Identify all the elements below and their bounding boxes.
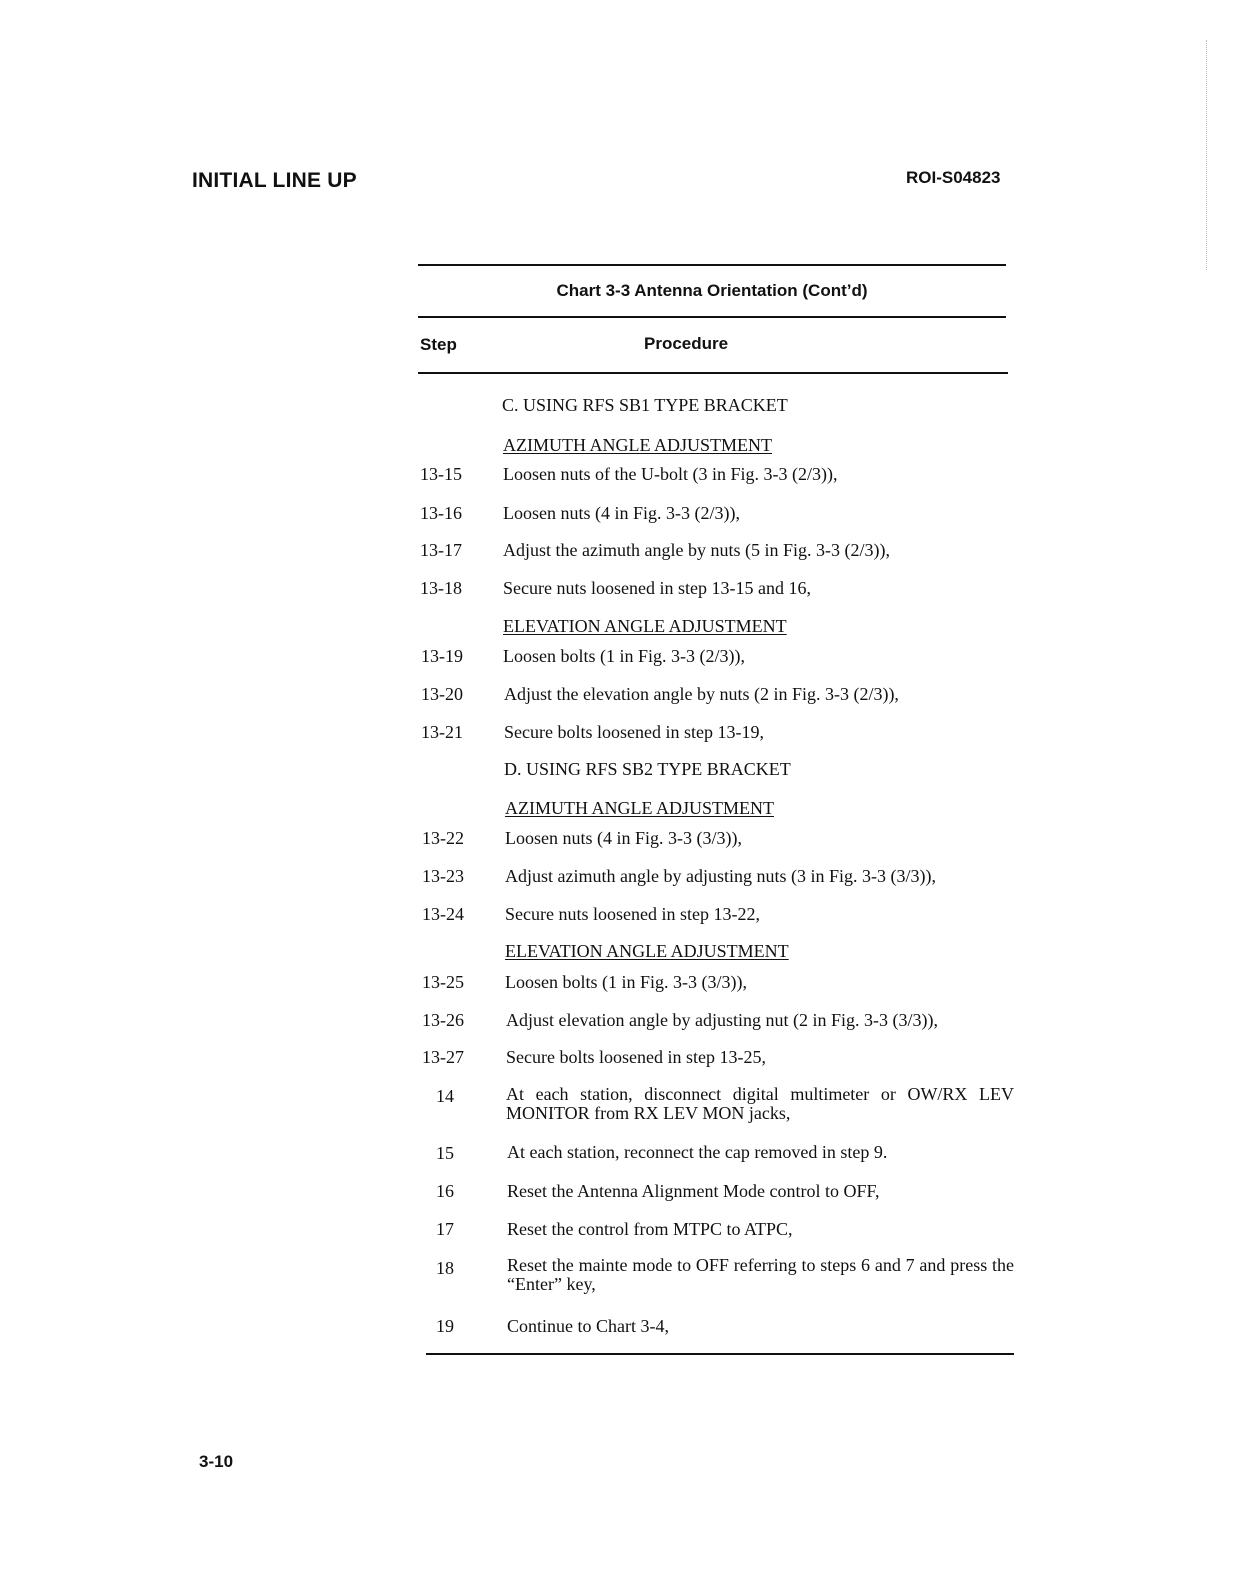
subheading: ELEVATION ANGLE ADJUSTMENT <box>505 941 789 961</box>
subheading: AZIMUTH ANGLE ADJUSTMENT <box>505 798 774 818</box>
step-text: Adjust the elevation angle by nuts (2 in Fig. 3-3 (2/3)), <box>504 684 899 704</box>
step-text: Reset the control from MTPC to ATPC, <box>507 1219 793 1239</box>
step-text: Secure nuts loosened in step 13-15 and 16, <box>503 578 811 598</box>
chart-title: Chart 3-3 Antenna Orientation (Cont’d) <box>556 281 868 300</box>
step-number: 18 <box>436 1258 454 1278</box>
step-number: 13-27 <box>422 1047 464 1067</box>
step-text: Continue to Chart 3-4, <box>507 1316 669 1336</box>
step-text: Secure bolts loosened in step 13-19, <box>504 722 764 742</box>
table-bottom-rule <box>426 1353 1014 1355</box>
step-number: 13-15 <box>420 464 462 484</box>
step-number: 15 <box>436 1143 454 1163</box>
scan-edge-mark <box>1206 40 1207 270</box>
step-text: At each station, disconnect digital multimeter or OW/RX LEV MONITOR from RX LEV MON jacks, <box>506 1084 1014 1123</box>
column-header-procedure: Procedure <box>644 334 729 353</box>
step-text: Reset the mainte mode to OFF referring to steps 6 and 7 and press the “Enter” key, <box>507 1255 1014 1294</box>
section-heading: D. USING RFS SB2 TYPE BRACKET <box>504 759 791 779</box>
step-text: Reset the Antenna Alignment Mode control to OFF, <box>507 1181 880 1201</box>
step-text: At each station, reconnect the cap removed in step 9. <box>507 1142 888 1162</box>
step-number: 13-22 <box>422 828 464 848</box>
title-bottom-rule <box>418 316 1006 318</box>
section-heading: C. USING RFS SB1 TYPE BRACKET <box>502 395 788 415</box>
step-number: 13-16 <box>420 503 462 523</box>
table-top-rule <box>418 264 1006 266</box>
step-number: 16 <box>436 1181 454 1201</box>
step-text: Loosen nuts of the U-bolt (3 in Fig. 3-3 (2/3)), <box>503 464 838 484</box>
subheading: AZIMUTH ANGLE ADJUSTMENT <box>503 435 772 455</box>
step-number: 13-21 <box>421 722 463 742</box>
step-text: Loosen bolts (1 in Fig. 3-3 (3/3)), <box>505 972 747 992</box>
step-number: 13-25 <box>422 972 464 992</box>
column-header-step: Step <box>420 335 457 354</box>
step-number: 14 <box>436 1086 454 1106</box>
step-number: 13-23 <box>422 866 464 886</box>
page-number: 3-10 <box>199 1452 234 1471</box>
section-title: INITIAL LINE UP <box>192 169 357 192</box>
step-number: 13-24 <box>422 904 464 924</box>
step-number: 13-26 <box>422 1010 464 1030</box>
header-bottom-rule <box>418 372 1008 374</box>
step-text: Adjust elevation angle by adjusting nut (2 in Fig. 3-3 (3/3)), <box>506 1010 938 1030</box>
document-id: ROI-S04823 <box>906 168 1001 187</box>
step-number: 13-19 <box>421 646 463 666</box>
step-text: Loosen nuts (4 in Fig. 3-3 (3/3)), <box>505 828 742 848</box>
step-text: Secure bolts loosened in step 13-25, <box>506 1047 766 1067</box>
step-text: Loosen nuts (4 in Fig. 3-3 (2/3)), <box>503 503 740 523</box>
step-text: Secure nuts loosened in step 13-22, <box>505 904 760 924</box>
subheading: ELEVATION ANGLE ADJUSTMENT <box>503 616 787 636</box>
step-text: Adjust the azimuth angle by nuts (5 in Fig. 3-3 (2/3)), <box>503 540 890 560</box>
step-text: Adjust azimuth angle by adjusting nuts (3 in Fig. 3-3 (3/3)), <box>505 866 936 886</box>
step-number: 13-18 <box>420 578 462 598</box>
step-number: 13-17 <box>420 540 462 560</box>
step-number: 19 <box>436 1316 454 1336</box>
step-number: 13-20 <box>421 684 463 704</box>
step-number: 17 <box>436 1219 454 1239</box>
step-text: Loosen bolts (1 in Fig. 3-3 (2/3)), <box>503 646 745 666</box>
